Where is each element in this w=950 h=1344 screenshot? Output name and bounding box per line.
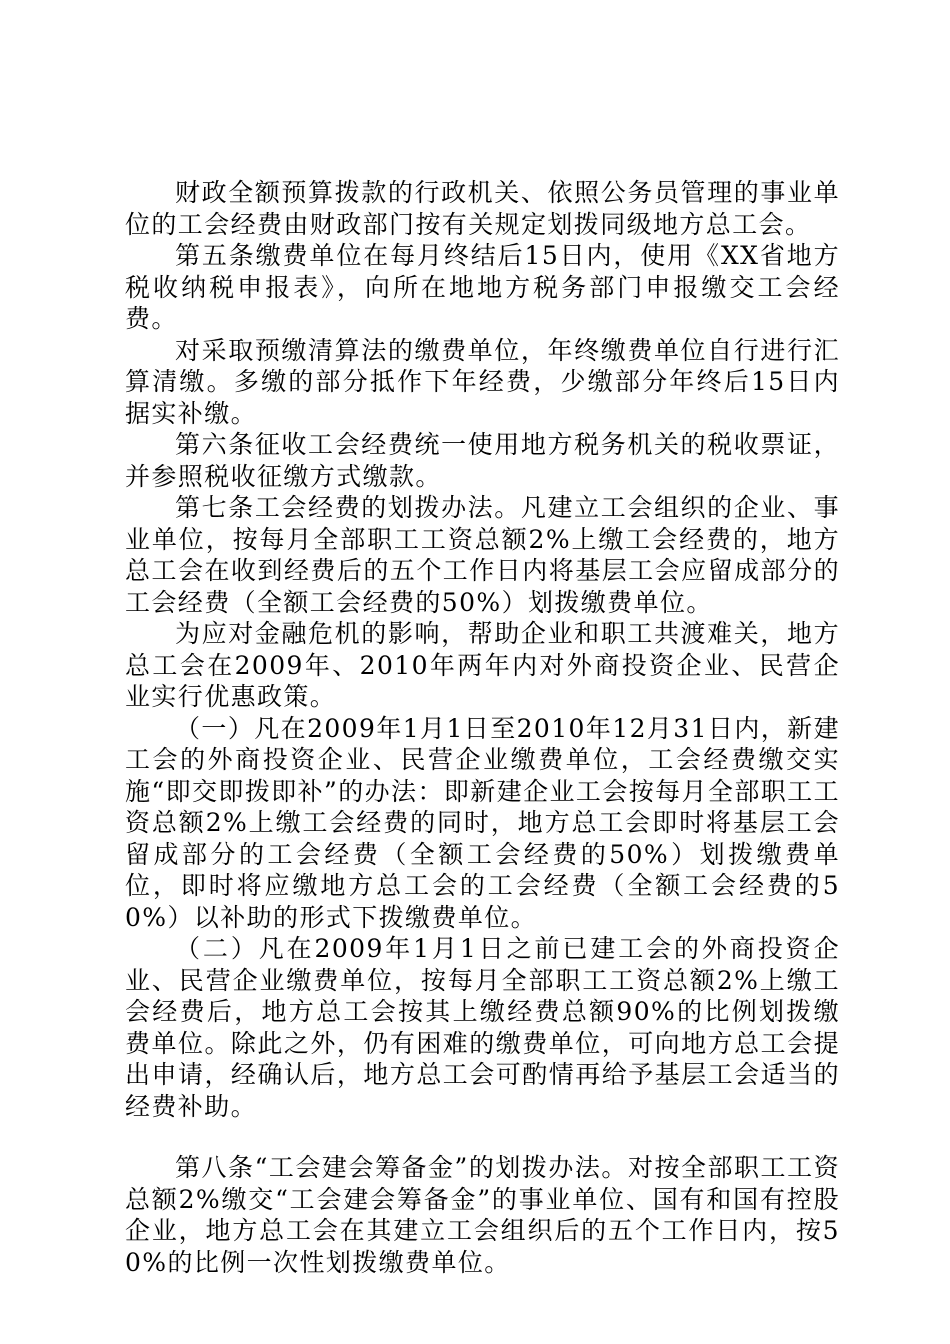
paragraph: 第七条工会经费的划拨办法。凡建立工会组织的企业、事业单位，按每月全部职工工资总额2%上缴工会经费的，地方总工会在收到经费后的五个工作日内将基层工会应留成部分的工会经费（全额工会经费的50%）划拨缴费单位。 bbox=[125, 493, 840, 617]
paragraph: 第八条“工会建会筹备金”的划拨办法。对按全部职工工资总额2%缴交“工会建会筹备金”的事业单位、国有和国有控股企业，地方总工会在其建立工会组织后的五个工作日内，按50%的比例一次性划拨缴费单位。 bbox=[125, 1153, 840, 1277]
paragraph: 为应对金融危机的影响，帮助企业和职工共渡难关，地方总工会在2009年、2010年两年内对外商投资企业、民营企业实行优惠政策。 bbox=[125, 619, 840, 711]
paragraph: （一）凡在2009年1月1日至2010年12月31日内，新建工会的外商投资企业、民营企业缴费单位，工会经费缴交实施“即交即拨即补”的办法：即新建企业工会按每月全部职工工资总额2%上缴工会经费的同时，地方总工会即时将基层工会留成部分的工会经费（全额工会经费的50%）划拨缴费单位，即时将应缴地方总工会的工会经费（全额工会经费的50%）以补助的形式下拨缴费单位。 bbox=[125, 713, 840, 932]
paragraph: （二）凡在2009年1月1日之前已建工会的外商投资企业、民营企业缴费单位，按每月全部职工工资总额2%上缴工会经费后，地方总工会按其上缴经费总额90%的比例划拨缴费单位。除此之外，仍有困难的缴费单位，可向地方总工会提出申请，经确认后，地方总工会可酌情再给予基层工会适当的经费补助。 bbox=[125, 934, 840, 1121]
document-body bbox=[125, 177, 840, 1278]
paragraph: 财政全额预算拨款的行政机关、依照公务员管理的事业单位的工会经费由财政部门按有关规定划拨同级地方总工会。 bbox=[125, 178, 840, 239]
paragraph: 第六条征收工会经费统一使用地方税务机关的税收票证，并参照税收征缴方式缴款。 bbox=[125, 430, 840, 491]
paragraph: 对采取预缴清算法的缴费单位，年终缴费单位自行进行汇算清缴。多缴的部分抵作下年经费，少缴部分年终后15日内据实补缴。 bbox=[125, 335, 840, 428]
paragraph: 第五条缴费单位在每月终结后15日内，使用《XX省地方税收纳税申报表》，向所在地地方税务部门申报缴交工会经费。 bbox=[125, 241, 840, 333]
